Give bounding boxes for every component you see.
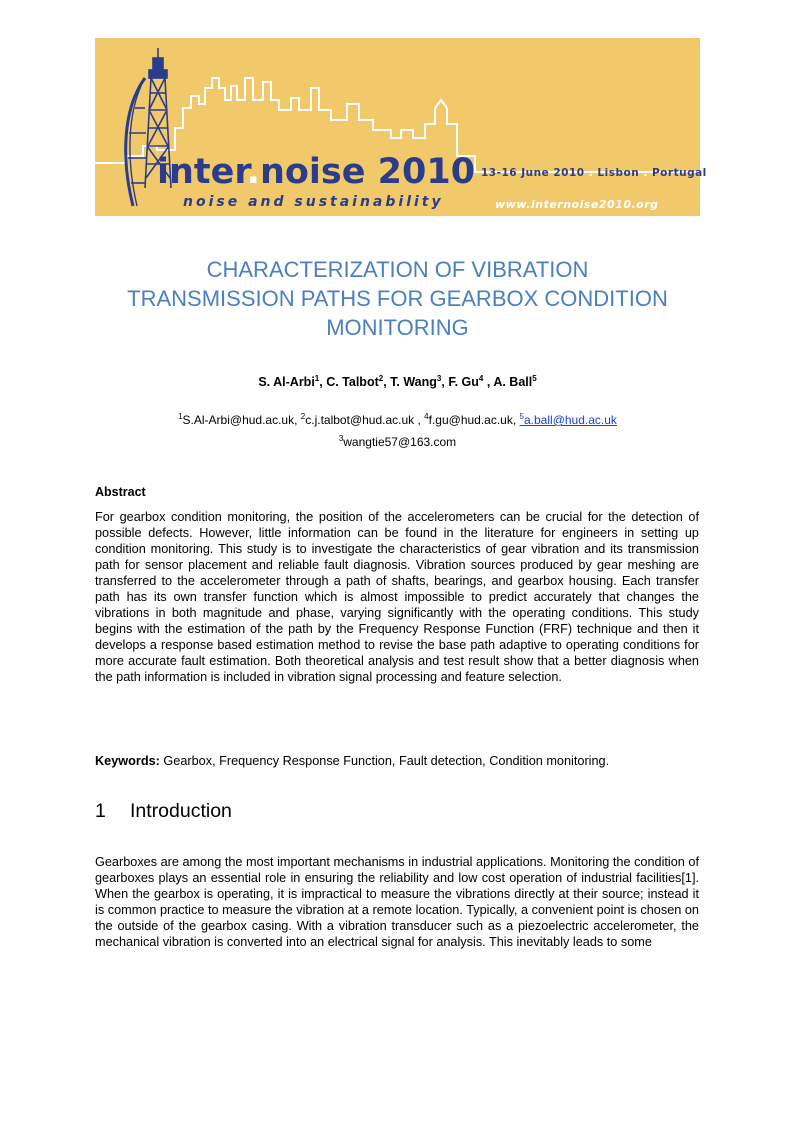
- paper-title: [95, 255, 700, 342]
- date-separator-2: .: [643, 167, 648, 179]
- author-list: S. Al-Arbi$^1$, C. Talbot$^2$, T. Wang$^3$, F. Gu$^4$ , A. Ball$^5$: [258, 373, 537, 389]
- author-affiliation-mark: 4: [478, 373, 484, 383]
- abstract-heading: Abstract: [95, 485, 146, 499]
- abstract-text: For gearbox condition monitoring, the position of the accelerometers can be crucial for the detection of possible defects. However, little information can be found in the literature for engineers in setting up condition monitoring. This study is to investigate the characteristics of gear vibration and its transmission path for sensor placement and reliable fault diagnosis. Vibration sources produced by gear meshing are transferred to the accelerometer through a path of shafts, bearings, and gearbox housing. Each transfer path has its own transfer function which is almost impossible to predict accurately that changes the vibrations in both magnitude and phase, varying significantly with the operating conditions. This study begins with the estimation of the path by the Frequency Response Function (FRF) technique and then it develops a response based estimation method to revise the base path adaptive to operating conditions for more accurate fault estimation. Both theoretical analysis and test result show that a better diagnosis when the path information is included in vibration signal processing and feature selection.: [95, 510, 699, 685]
- author-name: A. Ball: [493, 375, 533, 389]
- title-line-1: CHARACTERIZATION OF VIBRATION: [206, 257, 589, 282]
- email-mark: 5: [519, 412, 524, 421]
- author-affiliation-mark: 5: [532, 373, 537, 383]
- author-name: F. Gu: [448, 375, 479, 389]
- section-heading-introduction: [95, 800, 232, 823]
- email-mark: 2: [300, 412, 306, 421]
- title-line-3: MONITORING: [326, 315, 469, 340]
- email-address: f.gu@hud.ac.uk,: [428, 413, 517, 427]
- author-name: T. Wang: [390, 375, 437, 389]
- email-mark: 4: [424, 412, 429, 421]
- email-address: c.j.talbot@hud.ac.uk ,: [305, 413, 421, 427]
- conference-country: Portugal: [651, 167, 707, 179]
- conference-date: 13-16 June 2010: [481, 167, 585, 179]
- logo-part1: inter: [157, 152, 247, 192]
- email-link[interactable]: [520, 413, 617, 427]
- title-line-2: TRANSMISSION PATHS FOR GEARBOX CONDITION: [127, 286, 668, 311]
- author-affiliation-mark: 3: [436, 373, 442, 383]
- logo-dot: .: [246, 152, 260, 192]
- author-name: C. Talbot: [326, 375, 379, 389]
- email-address: S.Al-Arbi@hud.ac.uk,: [182, 413, 298, 427]
- conference-url: www.internoise2010.org: [495, 198, 659, 211]
- conference-city: Lisbon: [597, 167, 640, 179]
- date-separator-1: .: [588, 167, 594, 179]
- author-name: S. Al-Arbi: [258, 375, 315, 389]
- email-mark: 1: [178, 412, 183, 421]
- author-affiliation-mark: 2: [378, 373, 384, 383]
- email-line-1: [95, 409, 700, 431]
- introduction-text: Gearboxes are among the most important mechanisms in industrial applications. Monitoring the condition of gearboxes plays an essential role in ensuring the reliability and low cost operation of industrial facilities[1]. When the gearbox is operating, it is impractical to measure the vibrations directly at their source; instead it is common practice to measure the vibration at a remote location. Typically, a convenient point is chosen on the outside of the gearbox casing. With a vibration transducer such as a piezoelectric accelerometer, the mechanical vibration is converted into an electrical signal for analysis. This inevitably leads to some: [95, 855, 699, 950]
- conference-date-location: [481, 167, 707, 179]
- keywords-label: Keywords:: [95, 754, 160, 768]
- keywords-text: Gearbox, Frequency Response Function, Fault detection, Condition monitoring.: [163, 754, 610, 768]
- conference-logo-text: [157, 152, 475, 192]
- section-number: 1: [95, 800, 106, 822]
- keywords-paragraph: [95, 753, 699, 769]
- logo-part2: noise 2010: [259, 152, 476, 192]
- email-address: a.ball@hud.ac.uk: [524, 413, 617, 427]
- author-affiliation-mark: 1: [314, 373, 320, 383]
- author-emails: [95, 409, 700, 453]
- conference-banner: [95, 38, 707, 216]
- section-title: Introduction: [130, 800, 232, 822]
- email-address: wangtie57@163.com: [343, 435, 457, 449]
- email-line-2: [95, 431, 700, 453]
- email-mark: 3: [338, 434, 344, 443]
- conference-tagline: noise and sustainability: [183, 194, 444, 210]
